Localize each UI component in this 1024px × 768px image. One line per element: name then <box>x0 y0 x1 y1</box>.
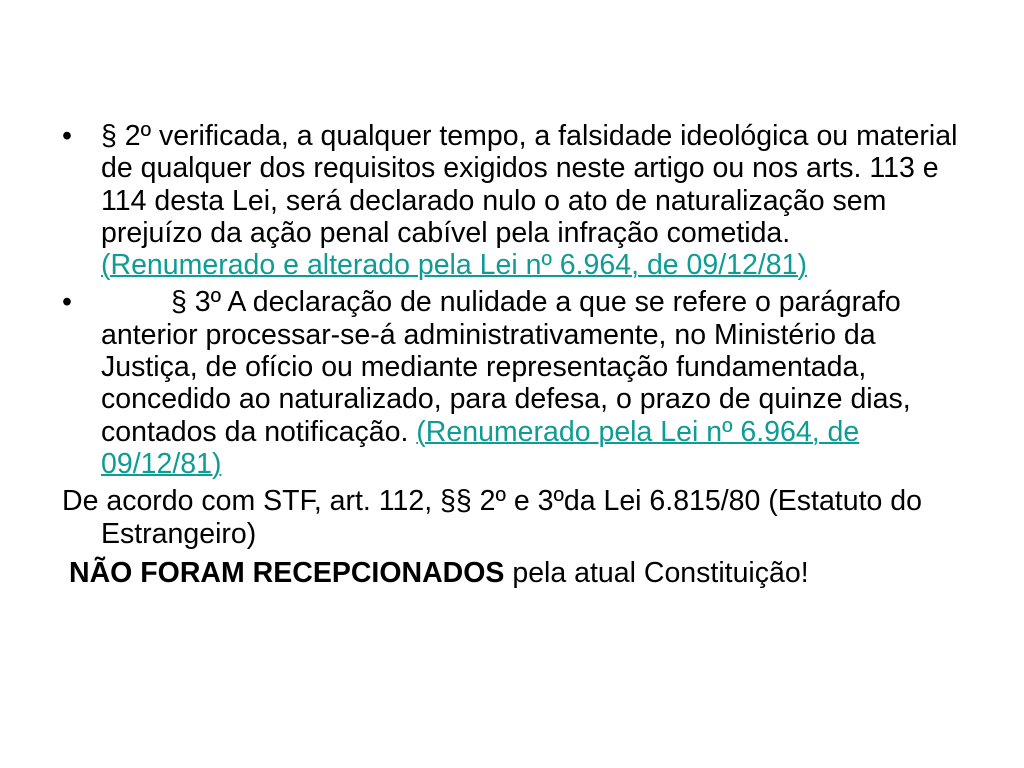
conclusion-bold-text: NÃO FORAM RECEPCIONADOS <box>69 556 505 589</box>
bullet-icon: • <box>62 286 72 319</box>
stf-note: De acordo com STF, art. 112, §§ 2º e 3ºda Lei 6.815/80 (Estatuto do Estrangeiro) <box>62 485 922 550</box>
conclusion-line <box>62 557 967 589</box>
paragraph-2-text: § 2º verificada, a qualquer tempo, a falsidade ideológica ou material de qualquer dos requisitos exigidos neste artigo ou nos arts. 113 e 114 desta Lei, será declarado nulo o ato de naturalização sem prejuízo da ação penal cabível pela infração cometida. <box>101 120 958 249</box>
slide-content <box>62 120 967 589</box>
bullet-paragraph-3 <box>62 286 967 480</box>
conclusion-rest-text: pela atual Constituição! <box>504 556 809 589</box>
paragraph-3-text: § 3º A declaração de nulidade a que se refere o parágrafo anterior processar-se-á administrativamente, no Ministério da Justiça, de ofício ou mediante representação fundamentada, concedido ao naturalizado, para defesa, o prazo de quinze dias, contados da notificação. <box>101 286 911 448</box>
bullet-icon: • <box>62 120 72 152</box>
renumerado-alterado-link[interactable]: (Renumerado e alterado pela Lei nº 6.964, de 09/12/81) <box>101 249 807 282</box>
bullet-paragraph-2 <box>62 120 967 281</box>
renumerado-link[interactable]: (Renumerado pela Lei nº 6.964, de 09/12/81) <box>101 415 860 480</box>
